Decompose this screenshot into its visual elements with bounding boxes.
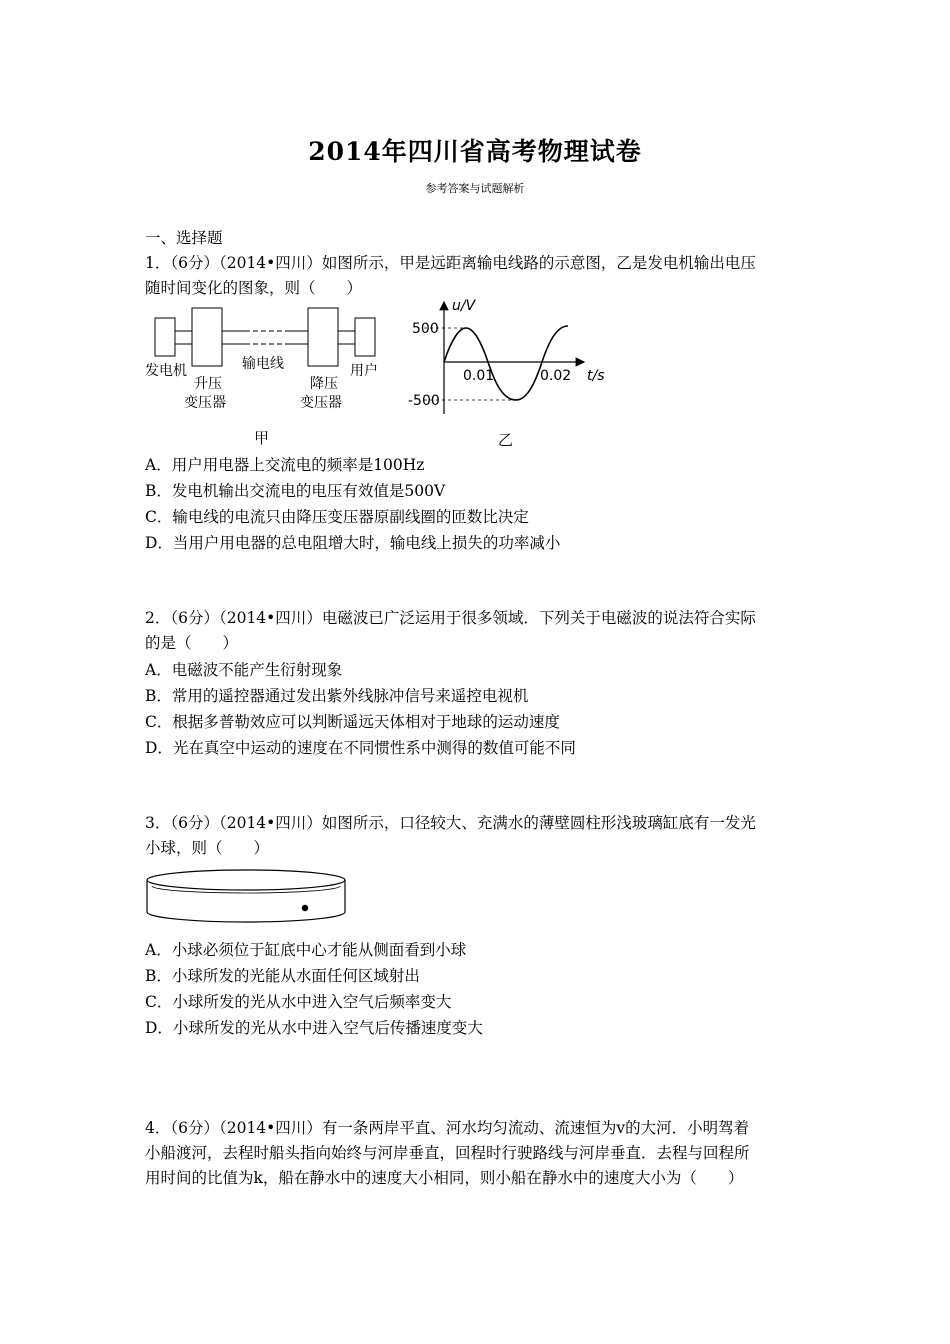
q2-option-a: A．电磁波不能产生衍射现象 (145, 661, 343, 679)
step-down-label-2: 变压器 (300, 395, 342, 411)
step-down-transformer-box (308, 308, 338, 366)
q1-option-d: D．当用户用电器的总电阻增大时，输电线上损失的功率减小 (145, 534, 561, 552)
q3-option-a: A．小球必须位于缸底中心才能从侧面看到小球 (145, 941, 467, 959)
q3-line-2: 小球，则（ ） (145, 839, 270, 857)
transmission-diagram (140, 300, 400, 450)
q2-line-2: 的是（ ） (145, 634, 239, 652)
q2-line-1: 2．（6分）（2014•四川）电磁波已广泛运用于很多领域．下列关于电磁波的说法符合实际 (145, 609, 756, 627)
line-label: 输电线 (242, 356, 284, 372)
generator-box (155, 318, 175, 356)
step-up-transformer-box (192, 308, 222, 366)
q2-option-c: C．根据多普勒效应可以判断遥远天体相对于地球的运动速度 (145, 713, 560, 731)
tank-bottom (147, 912, 345, 922)
step-down-label-1: 降压 (310, 376, 338, 392)
glass-tank-figure (144, 866, 354, 928)
q4-line-2: 小船渡河，去程时船头指向始终与河岸垂直，回程时行驶路线与河岸垂直．去程与回程所 (145, 1144, 750, 1162)
generator-label: 发电机 (145, 363, 187, 379)
q2-option-d: D．光在真空中运动的速度在不同惯性系中测得的数值可能不同 (145, 739, 576, 757)
q3-option-b: B．小球所发的光能从水面任何区域射出 (145, 967, 420, 985)
q1-line-1: 1．（6分）（2014•四川）如图所示，甲是远距离输电线路的示意图，乙是发电机输出电压 (145, 254, 756, 272)
y-min-tick: -500 (408, 393, 440, 409)
q4-line-1: 4．（6分）（2014•四川）有一条两岸平直、河水均匀流动、流速恒为v的大河．小明驾着 (145, 1119, 750, 1137)
q1-option-c: C．输电线的电流只由降压变压器原副线圈的匝数比决定 (145, 508, 529, 526)
sine-curve (444, 326, 568, 400)
user-box (355, 318, 375, 356)
step-up-label-2: 变压器 (184, 395, 226, 411)
q1-line-2: 随时间变化的图象，则（ ） (145, 279, 363, 297)
q4-line-3: 用时间的比值为k，船在静水中的速度大小相同，则小船在静水中的速度大小为（ ） (145, 1169, 744, 1187)
user-label: 用户 (350, 363, 378, 379)
q2-option-b: B．常用的遥控器通过发出紫外线脉冲信号来遥控电视机 (145, 687, 529, 705)
page-title: 2014年四川省高考物理试卷 (308, 137, 642, 166)
y-axis-label: u/V (452, 298, 476, 314)
q3-line-1: 3．（6分）（2014•四川）如图所示，口径较大、充满水的薄壁圆柱形浅玻璃缸底有一发光 (145, 814, 756, 832)
q3-option-c: C．小球所发的光从水中进入空气后频率变大 (145, 993, 452, 1011)
q1-option-b: B．发电机输出交流电的电压有效值是500V (145, 482, 446, 500)
figure-jia-caption: 甲 (254, 429, 270, 447)
x-tick-0.02: 0.02 (540, 368, 572, 384)
y-max-tick: 500 (412, 321, 439, 337)
q1-option-a: A．用户用电器上交流电的频率是100Hz (145, 456, 425, 474)
page-subtitle: 参考答案与试题解析 (425, 182, 525, 195)
figure-yi-caption: 乙 (498, 431, 514, 449)
x-axis-label: t/s (587, 368, 605, 384)
voltage-time-graph (400, 296, 620, 450)
light-ball (302, 905, 308, 911)
step-up-label-1: 升压 (194, 376, 222, 392)
tank-top-rim (147, 870, 345, 890)
section-heading: 一、选择题 (145, 229, 223, 247)
x-tick-0.01: 0.01 (463, 368, 495, 384)
q3-option-d: D．小球所发的光从水中进入空气后传播速度变大 (145, 1019, 483, 1037)
